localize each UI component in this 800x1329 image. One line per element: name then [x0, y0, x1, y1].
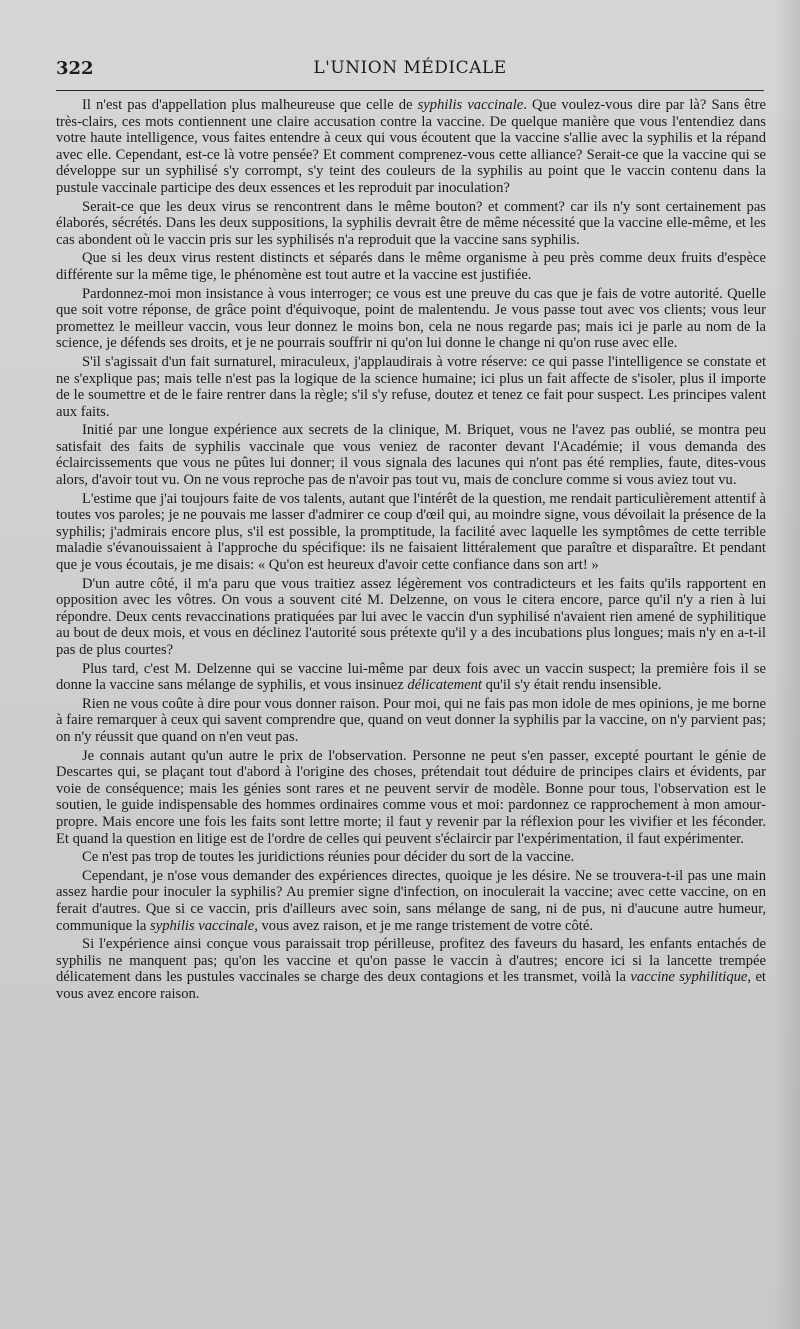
paragraph — [56, 748, 766, 848]
text-run: Pardonnez-moi mon insistance à vous interroger; ce vous est une preuve du cas que je fais de votre autorité. Quelle que soit votre réponse, de grâce point d'équivoque, point de malentendu. Je vous passe tout avec vos clients; vous leur promettez le meilleur vaccin, vous leur donnez le moins bon, cela ne nous regarde pas; mais ici je parle au nom de la science, je défends ses droits, et je ne pourrais souffrir ni qu'on lui donne le change ni qu'on ruse avec elle. — [56, 285, 766, 352]
running-head — [56, 58, 764, 84]
text-run: Ce n'est pas trop de toutes les juridictions réunies pour décider du sort de la vaccine. — [82, 849, 575, 866]
italic-text: délicatement — [407, 677, 482, 694]
header-rule — [56, 90, 764, 91]
article-body — [56, 97, 766, 1004]
paragraph — [56, 936, 766, 1002]
paragraph — [56, 849, 766, 866]
italic-text: syphilis vaccinale — [417, 97, 524, 113]
paragraph — [56, 868, 766, 934]
paragraph — [56, 286, 766, 352]
text-run: D'un autre côté, il m'a paru que vous traitiez assez légèrement vos contradicteurs et les faits qu'ils rapportent en opposition avec les vôtres. On vous a souvent cité M. Delzenne, on vous le citera encore, parce qu'il n'y a rien à lui répondre. Deux cents revaccinations pratiquées par lui avec le vaccin d'un syphilisé n'avaient rien amené de syphilitique au bout de deux mois, et vous en déclinez l'autorité sous prétexte qu'il y a des incubations plus longues; mais n'y en a-t-il pas de plus courtes? — [56, 575, 766, 658]
text-run: , et vous avez encore raison. — [56, 969, 766, 1002]
text-run: qu'il s'y était rendu insensible. — [481, 677, 662, 694]
paragraph — [56, 696, 766, 746]
page-number: 322 — [56, 58, 94, 79]
text-run: L'estime que j'ai toujours faite de vos talents, autant que l'intérêt de la question, me rendait particulièrement attentif à toutes vos paroles; je ne pouvais me lasser d'admirer ce coup d'œil qui, au moindre signe, vous dévoilait la présence de la syphilis; j'admirais encore plus, s'il est possible, la promptitude, la facilité avec laquelle les symptômes de cette terrible maladie s'évanouissaient à l'approche du spécifique: ils ne faisaient littéralement que paraître et disparaître. Et pendant que je vous écoutais, je me disais: « Qu'on est heureux d'avoir cette confiance dans son art! » — [56, 490, 766, 574]
text-run: Que si les deux virus restent distincts et séparés dans le même organisme à peu près comme deux fruits d'espèce différente sur la même tige, le phénomène est tout autre et la vaccine est justifiée. — [56, 250, 766, 283]
text-run: Il n'est pas d'appellation plus malheureuse que celle de — [82, 97, 418, 113]
text-run: . Que voulez-vous dire par là? Sans être très-clairs, ces mots contiennent une claire accusation contre la vaccine. De quelque manière que vous l'entendiez dans votre haute intelligence, vous faites entendre à ceux qui vous écoutent que la vaccine s'allie avec la syphilis et la répand avec elle. Cependant, est-ce là votre pensée? Et comment comprenez-vous cette alliance? Serait-ce que la vaccine qui se développe sur un syphilisé s'y corrompt, s'y teint des couleurs de la syphilis au point que le vaccin contenu dans la pustule vaccinale participe des deux essences et les reproduit par inoculation? — [56, 97, 766, 196]
paragraph — [56, 491, 766, 574]
text-run: S'il s'agissait d'un fait surnaturel, miraculeux, j'applaudirais à votre réserve: ce qui passe l'intelligence se constate et ne s'explique pas; mais telle n'est pas la logique de la science humaine; ici plus un fait affecte de s'isoler, plus il importe de le soumettre et de le faire rentrer dans la règle; s'il s'y refuse, doutez et tenez ce fait pour suspect. Les principes valent aux faits. — [56, 353, 766, 420]
text-run: Rien ne vous coûte à dire pour vous donner raison. Pour moi, qui ne fais pas mon idole de mes opinions, je me borne à faire remarquer à ceux qui savent comprendre que, quand on veut donner la syphilis par la vaccine, on n'y parvient pas; on n'y réussit que quand on n'en veut pas. — [56, 695, 766, 745]
text-run: Plus tard, c'est M. Delzenne qui se vaccine lui-même par deux fois avec un vaccin suspect; la première fois il se donne la vaccine sans mélange de syphilis, et vous insinuez — [56, 660, 766, 694]
text-run: Cependant, je n'ose vous demander des expériences directes, quoique je les désire. Ne se trouvera-t-il pas une main assez hardie pour inoculer la syphilis? Au premier signe d'infection, on inoculerait la vaccine; avec cette vaccine, on en ferait d'autres. Que si ce vaccin, pris d'ailleurs avec soin, sans mélange de sang, ni de pus, ni d'aucune autre humeur, communique la — [56, 867, 766, 934]
text-run: Serait-ce que les deux virus se rencontrent dans le même bouton? et comment? car ils n'y sont certainement pas élaborés, sécrétés. Dans les deux suppositions, la syphilis devrait être de même nécessité que la vaccine elle-même, et les cas abondent où le vaccin pris sur les syphilisés n'a reproduit que la vaccine sans syphilis. — [56, 198, 766, 248]
text-run: Je connais autant qu'un autre le prix de l'observation. Personne ne peut s'en passer, excepté pourtant le génie de Descartes qui, se plaçant tout d'abord à l'origine des choses, prétendait tout déduire de principes clairs et évidents, par voie de conséquence; mais les génies sont rares et ne peuvent servir de modèle. Bonne pour tous, l'observation est le soutien, le guide indispensable des hommes ordinaires comme vous et moi: pardonnez ce rapprochement à mon amour-propre. Mais encore une fois les faits sont lettre morte; il faut y revenir par la réflexion pour les vivifier et les féconder. Et quand la question en litige est de l'ordre de celles qui peuvent s'éclaircir par l'expérimentation, il faut expérimenter. — [56, 747, 766, 847]
paragraph — [56, 422, 766, 488]
text-run: Initié par une longue expérience aux secrets de la clinique, M. Briquet, vous ne l'avez pas oublié, se montra peu satisfait des faits de syphilis vaccinale que vous veniez de raconter devant l'Académie; il vous demanda des éclaircissements que vous ne pûtes lui donner; il vous signala des lacunes qui n'ont pas été remplies, faute, dites-vous alors, d'avoir tout vu. On ne vous reproche pas de n'avoir pas tout vu, mais de conclure comme si vous aviez tout vu. — [56, 422, 766, 489]
italic-text: vaccine syphilitique — [630, 969, 748, 986]
journal-title: L'UNION MÉDICALE — [313, 58, 507, 78]
paragraph — [56, 97, 766, 197]
paragraph — [56, 354, 766, 420]
italic-text: syphilis vaccinale — [150, 917, 255, 934]
paragraph — [56, 576, 766, 659]
text-run: , vous avez raison, et je me range tristement de votre côté. — [254, 917, 593, 934]
text-run: Si l'expérience ainsi conçue vous paraissait trop périlleuse, profitez des faveurs du hasard, les enfants entachés de syphilis ne manquent pas; qu'on les vaccine et qu'on passe le vaccin à d'autres; encore ici si la lancette trempée délicatement dans les pustules vaccinales se charge des deux contagions et les transmet, voilà la — [56, 936, 766, 986]
paragraph — [56, 199, 766, 249]
paragraph — [56, 250, 766, 283]
paragraph — [56, 661, 766, 694]
